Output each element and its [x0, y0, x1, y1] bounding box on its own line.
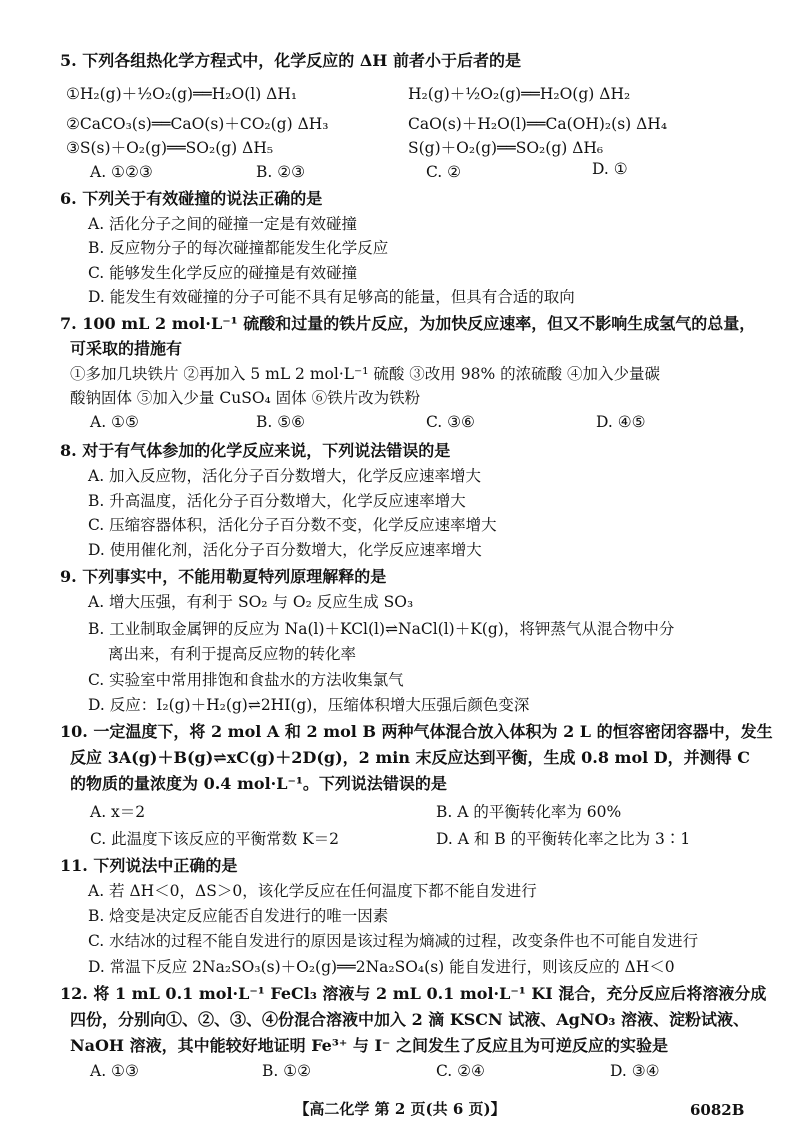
- question-option-line: A. 加入反应物，活化分子百分数增大，化学反应速率增大: [88, 467, 482, 485]
- question-option-line: C. ②④: [436, 1062, 485, 1080]
- question-stem-line: 9. 下列事实中，不能用勒夏特列原理解释的是: [60, 567, 387, 586]
- question-option-line: B. ①②: [262, 1062, 312, 1080]
- question-option-line: H₂(g)＋½O₂(g)══H₂O(g) ΔH₂: [408, 85, 631, 103]
- question-stem-line: 8. 对于有气体参加的化学反应来说，下列说法错误的是: [60, 441, 451, 460]
- question-option-line: ①H₂(g)＋½O₂(g)══H₂O(l) ΔH₁: [66, 85, 298, 103]
- paper-code: 6082B: [690, 1101, 745, 1119]
- question-option-line: A. ①⑤: [90, 413, 139, 431]
- question-option-line: C. 此温度下该反应的平衡常数 K＝2: [90, 830, 340, 848]
- question-stem-line: 12. 将 1 mL 0.1 mol·L⁻¹ FeCl₃ 溶液与 2 mL 0.1 mol·L⁻¹ KI 混合，充分反应后将溶液分成: [60, 984, 767, 1003]
- question-stem-line: 的物质的量浓度为 0.4 mol·L⁻¹。下列说法错误的是: [70, 774, 447, 793]
- page-footer: 【高二化学 第 2 页(共 6 页)】: [294, 1100, 506, 1118]
- question-option-line: ③S(s)＋O₂(g)══SO₂(g) ΔH₅: [66, 139, 274, 157]
- question-option-line: A. 活化分子之间的碰撞一定是有效碰撞: [88, 215, 358, 233]
- question-option-line: B. A 的平衡转化率为 60%: [436, 803, 622, 821]
- question-option-line: B. 焓变是决定反应能否自发进行的唯一因素: [88, 907, 389, 925]
- question-stem-line: 11. 下列说法中正确的是: [60, 856, 238, 875]
- question-stem-line: 10. 一定温度下，将 2 mol A 和 2 mol B 两种气体混合放入体积为 2 L 的恒容密闭容器中，发生: [60, 722, 773, 741]
- question-option-line: B. 工业制取金属钾的反应为 Na(l)＋KCl(l)⇌NaCl(l)＋K(g)，将钾蒸气从混合物中分: [88, 620, 675, 638]
- question-option-line: A. x＝2: [90, 803, 146, 821]
- question-option-line: A. 若 ΔH＜0，ΔS＞0，该化学反应在任何温度下都不能自发进行: [88, 882, 537, 900]
- question-option-line: A. ①③: [90, 1062, 139, 1080]
- question-option-line: 酸钠固体 ⑤加入少量 CuSO₄ 固体 ⑥铁片改为铁粉: [70, 389, 421, 407]
- question-option-line: A. 增大压强，有利于 SO₂ 与 O₂ 反应生成 SO₃: [88, 593, 414, 611]
- question-option-line: S(g)＋O₂(g)══SO₂(g) ΔH₆: [408, 139, 604, 157]
- question-option-line: C. 实验室中常用排饱和食盐水的方法收集氯气: [88, 671, 404, 689]
- question-option-line: B. ⑤⑥: [256, 413, 306, 431]
- question-stem-line: 7. 100 mL 2 mol·L⁻¹ 硫酸和过量的铁片反应，为加快反应速率，但又不影响生成氢气的总量，: [60, 314, 756, 333]
- question-option-line: D. 反应：I₂(g)＋H₂(g)⇌2HI(g)，压缩体积增大压强后颜色变深: [88, 696, 530, 714]
- question-stem-line: 反应 3A(g)＋B(g)⇌xC(g)＋2D(g)，2 min 末反应达到平衡，生成 0.8 mol D，并测得 C: [70, 748, 750, 767]
- question-option-line: B. ②③: [256, 163, 306, 181]
- question-option-line: D. 能发生有效碰撞的分子可能不具有足够高的能量，但具有合适的取向: [88, 288, 575, 306]
- question-option-line: D. ③④: [610, 1062, 660, 1080]
- question-option-line: D. ④⑤: [596, 413, 646, 431]
- question-option-line: ①多加几块铁片 ②再加入 5 mL 2 mol·L⁻¹ 硫酸 ③改用 98% 的浓硫酸 ④加入少量碳: [70, 365, 661, 383]
- question-option-line: A. ①②③: [90, 163, 153, 181]
- question-stem-line: 5. 下列各组热化学方程式中，化学反应的 ΔH 前者小于后者的是: [60, 51, 521, 70]
- question-option-line: C. 水结冰的过程不能自发进行的原因是该过程为熵减的过程，改变条件也不可能自发进行: [88, 932, 699, 950]
- question-option-line: B. 升高温度，活化分子百分数增大，化学反应速率增大: [88, 492, 466, 510]
- question-stem-line: NaOH 溶液，其中能较好地证明 Fe³⁺ 与 I⁻ 之间发生了反应且为可逆反应的实验是: [70, 1036, 668, 1055]
- question-option-line: B. 反应物分子的每次碰撞都能发生化学反应: [88, 239, 389, 257]
- question-stem-line: 6. 下列关于有效碰撞的说法正确的是: [60, 189, 323, 208]
- question-option-line: 离出来，有利于提高反应物的转化率: [108, 645, 357, 663]
- question-option-line: CaO(s)＋H₂O(l)══Ca(OH)₂(s) ΔH₄: [408, 115, 668, 133]
- question-option-line: C. ③⑥: [426, 413, 475, 431]
- question-option-line: C. 能够发生化学反应的碰撞是有效碰撞: [88, 264, 358, 282]
- question-option-line: D. A 和 B 的平衡转化率之比为 3∶1: [436, 830, 691, 848]
- question-option-line: C. ②: [426, 163, 462, 181]
- question-stem-line: 可采取的措施有: [70, 339, 183, 358]
- question-option-line: ②CaCO₃(s)══CaO(s)＋CO₂(g) ΔH₃: [66, 115, 329, 133]
- question-option-line: D. 常温下反应 2Na₂SO₃(s)＋O₂(g)══2Na₂SO₄(s) 能自发进行，则该反应的 ΔH＜0: [88, 958, 675, 976]
- question-option-line: C. 压缩容器体积，活化分子百分数不变，化学反应速率增大: [88, 516, 497, 534]
- question-stem-line: 四份，分别向①、②、③、④份混合溶液中加入 2 滴 KSCN 试液、AgNO₃ 溶液、淀粉试液、: [70, 1010, 749, 1029]
- question-option-line: D. 使用催化剂，活化分子百分数增大，化学反应速率增大: [88, 541, 482, 559]
- question-option-line: D. ①: [592, 160, 628, 178]
